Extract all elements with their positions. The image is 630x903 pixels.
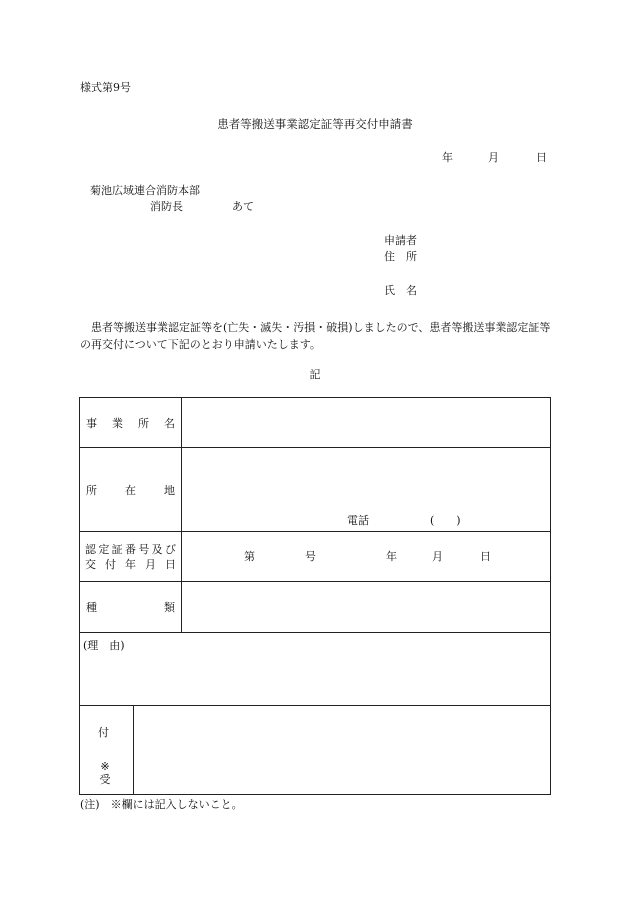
label-char: 号 <box>138 542 150 556</box>
label-char: 認 <box>85 542 96 556</box>
ki-heading: 記 <box>309 368 321 381</box>
body-text: 患者等搬送事業認定証等を(亡失・滅失・汚損・破損)しましたので、患者等搬送事業認定証等の再交付について下記のとおり申請いたします。 <box>80 321 551 351</box>
receipt-label <box>80 706 134 795</box>
date-year: 年 <box>442 151 453 164</box>
reason-field[interactable] <box>80 633 551 706</box>
cert-label <box>80 532 182 582</box>
label-char: 定 <box>98 542 110 556</box>
label-char: 在 <box>125 483 136 497</box>
location-label <box>80 448 182 532</box>
phone-paren: ( ) <box>430 514 461 527</box>
label-char: 日 <box>165 557 176 571</box>
type-row <box>80 582 551 633</box>
receipt-char-1: 受 <box>99 773 111 786</box>
cert-year: 年 <box>386 550 397 563</box>
type-field[interactable] <box>182 582 551 633</box>
office-name-row <box>80 398 551 448</box>
location-row <box>80 448 551 532</box>
type-label <box>80 582 182 633</box>
cert-dai: 第 <box>244 550 255 563</box>
date-month: 月 <box>488 151 499 164</box>
label-char: 類 <box>164 601 175 614</box>
label-char: 地 <box>164 483 175 497</box>
office-name-field[interactable] <box>182 398 551 448</box>
cert-row <box>80 532 551 582</box>
addressee-suffix: あて <box>232 200 254 213</box>
location-field[interactable] <box>182 448 551 532</box>
label-char: 種 <box>86 601 97 614</box>
label-char: 付 <box>105 557 116 571</box>
label-char: 業 <box>112 416 123 430</box>
label-char: 及 <box>151 542 163 556</box>
label-char: 証 <box>111 542 123 556</box>
application-table <box>79 397 551 795</box>
receipt-row <box>80 706 551 795</box>
reason-row <box>80 633 551 706</box>
applicant-label: 申請者 <box>384 234 417 247</box>
label-char: 年 <box>125 557 136 571</box>
date-day: 日 <box>536 151 547 164</box>
phone-label: 電話 <box>347 514 369 527</box>
receipt-mark: ※ <box>100 760 110 773</box>
label-char: 交 <box>85 557 96 571</box>
reason-label: (理 由) <box>83 639 125 652</box>
label-char: 所 <box>138 416 149 430</box>
label-char: 所 <box>86 483 97 497</box>
cert-go: 号 <box>305 550 316 563</box>
note: (注) ※欄には記入しないこと。 <box>80 798 243 811</box>
applicant-name-label: 氏 名 <box>384 284 417 297</box>
office-name-label <box>80 398 182 448</box>
page-title: 患者等搬送事業認定証等再交付申請書 <box>217 117 413 131</box>
receipt-char-2: 付 <box>98 726 109 739</box>
label-char: び <box>164 542 176 556</box>
label-char: 番 <box>124 542 136 556</box>
label-char: 事 <box>86 416 97 430</box>
addressee-position: 消防長 <box>150 200 183 213</box>
applicant-address-label: 住 所 <box>384 250 417 263</box>
receipt-field <box>134 706 551 795</box>
cert-day: 日 <box>480 550 491 563</box>
cert-field[interactable] <box>182 532 551 582</box>
cert-month: 月 <box>432 550 443 563</box>
form-number: 様式第9号 <box>80 81 131 94</box>
label-char: 月 <box>145 557 156 571</box>
label-char: 名 <box>164 416 175 430</box>
addressee-org: 菊池広域連合消防本部 <box>90 184 200 197</box>
